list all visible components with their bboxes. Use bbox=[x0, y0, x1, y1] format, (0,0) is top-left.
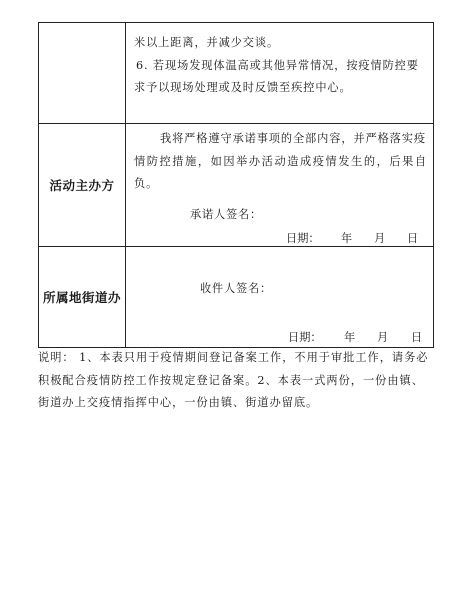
recipient-signature-label: 收件人签名： bbox=[200, 282, 272, 295]
note-line: 积极配合疫情防控工作按规定登记备案。2、本表一式两份，一份由镇、 bbox=[38, 373, 424, 387]
month-label: 月 bbox=[374, 232, 386, 245]
organizer-pledge-cell bbox=[126, 124, 434, 247]
pledger-signature-label: 承诺人签名： bbox=[190, 208, 262, 221]
requirement-item-6: 6. 若现场发现体温高或其他异常情况，按疫情防控要 bbox=[136, 58, 419, 72]
note-line: 街道办上交疫情指挥中心，一份由镇、街道办留底。 bbox=[38, 396, 319, 409]
subdistrict-label: 所属地街道办 bbox=[39, 247, 126, 348]
month-label: 月 bbox=[377, 331, 389, 344]
day-label: 日 bbox=[407, 232, 419, 245]
registration-form-table bbox=[38, 22, 434, 348]
organizer-row bbox=[39, 124, 434, 247]
requirement-text-line: 米以上距离，并减少交谈。 bbox=[134, 36, 280, 49]
requirements-content-cell bbox=[126, 23, 434, 124]
year-label: 年 bbox=[344, 331, 356, 344]
subdistrict-date-line bbox=[288, 329, 428, 345]
pledge-text-line: 我将严格遵守承诺事项的全部内容，并严格落实疫 bbox=[160, 132, 426, 145]
day-label: 日 bbox=[411, 331, 423, 344]
explanatory-note bbox=[38, 347, 438, 415]
date-label: 日期： bbox=[286, 232, 320, 245]
pledge-text-line: 情防控措施，如因举办活动造成疫情发生的，后果自负。 bbox=[134, 154, 427, 190]
year-label: 年 bbox=[341, 232, 353, 245]
requirement-text-line: 求予以现场处理或及时反馈至疾控中心。 bbox=[134, 81, 352, 94]
requirements-row bbox=[39, 23, 434, 124]
subdistrict-receipt-cell bbox=[126, 247, 434, 348]
date-label: 日期： bbox=[288, 331, 322, 344]
subdistrict-row bbox=[39, 247, 434, 348]
requirements-label-cell bbox=[39, 23, 126, 124]
note-line: 说明： 1、本表只用于疫情期间登记备案工作，不用于审批工作，请务必 bbox=[38, 351, 429, 364]
organizer-date-line bbox=[286, 230, 426, 246]
organizer-label: 活动主办方 bbox=[39, 124, 126, 247]
